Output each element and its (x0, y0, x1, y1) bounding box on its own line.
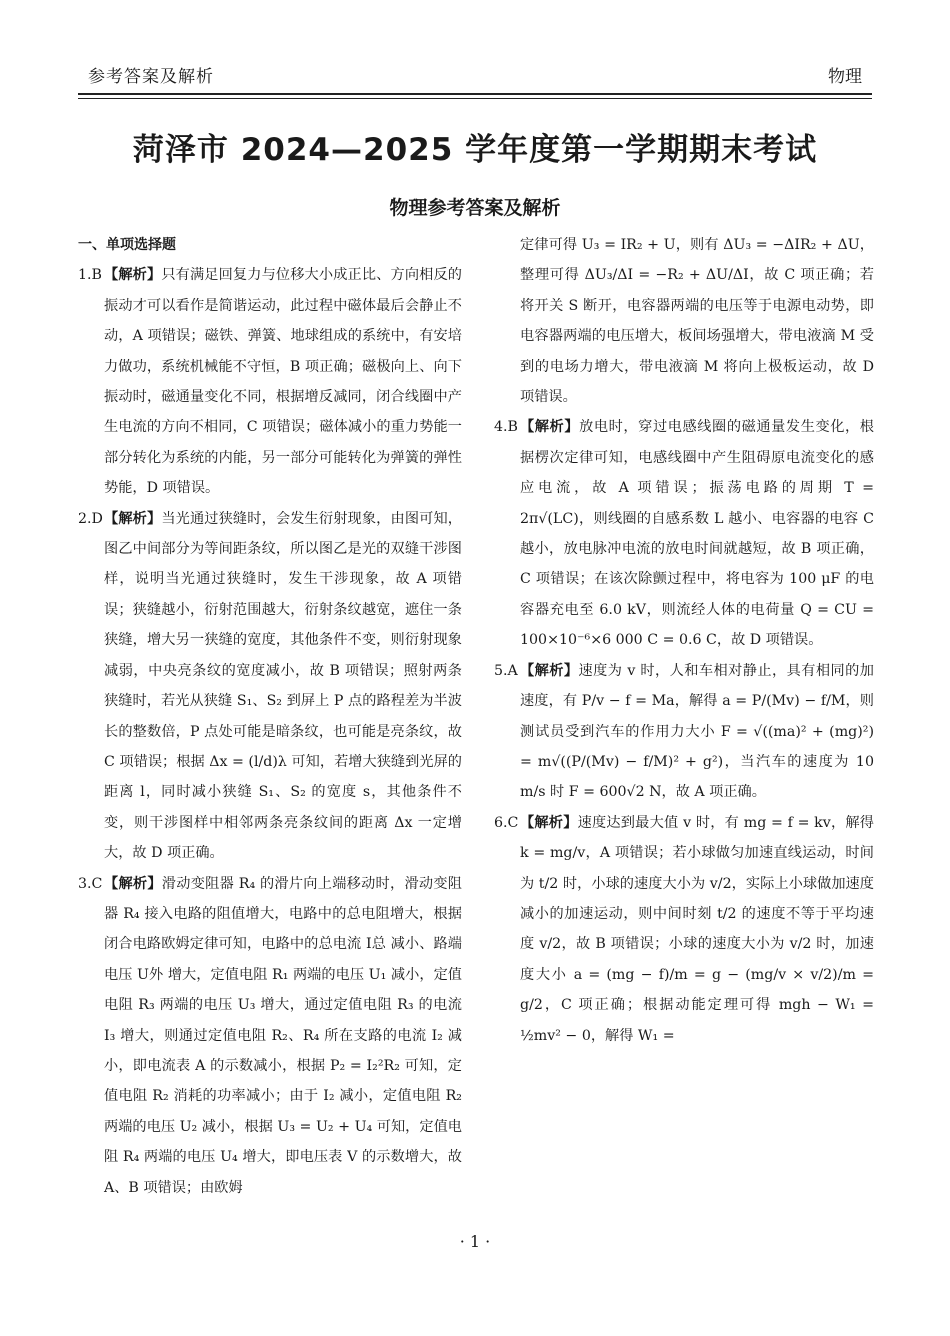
header-rule-thin (78, 98, 872, 99)
question-text: 速度达到最大值 v 时，有 mg = f = kv，解得 k = mg/v，A 项错误；若小球做匀加速直线运动，时间为 t/2 时，小球的速度大小为 v/2，实际上小球做加速度减小的加速运动，则中间时刻 t/2 的速度不等于平均速度 v/2，故 B 项错误；小球的速度大小为 v/2 时，加速度大小 a = (mg − f)/m = g − (mg/v × v/2)/m = g/2，C 项正确；根据动能定理可得 mgh − W₁ = ½mv² − 0，解得 W₁ = (520, 814, 874, 1044)
analysis-tag: 【解析】 (104, 267, 162, 284)
analysis-tag: 【解析】 (520, 419, 580, 436)
question-5 (494, 656, 874, 808)
header-left: 参考答案及解析 (88, 67, 214, 87)
question-number: 2.D (78, 510, 103, 527)
question-text: 滑动变阻器 R₄ 的滑片向上端移动时，滑动变阻器 R₄ 接入电路的阻值增大，电路中的总电阻增大，根据闭合电路欧姆定律可知，电路中的总电流 I总 减小、路端电压 U外 增大，定值电阻 R₁ 两端的电压 U₁ 减小，定值电阻 R₃ 两端的电压 U₃ 增大，通过定值电阻 R₃ 的电流 I₃ 增大，则通过定值电阻 R₂、R₄ 所在支路的电流 I₂ 减小，即电流表 A 的示数减小，根据 P₂ = I₂²R₂ 可知，定值电阻 R₂ 消耗的功率减小；由于 I₂ 减小，定值电阻 R₂ 两端的电压 U₂ 减小，根据 U₃ = U₂ + U₄ 可知，定值电阻 R₄ 两端的电压 U₄ 增大，即电压表 V 的示数增大，故 A、B 项错误；由欧姆 (104, 875, 462, 1196)
analysis-tag: 【解析】 (104, 510, 162, 527)
header-right: 物理 (828, 67, 862, 87)
question-6 (494, 808, 874, 1051)
page-number: · 1 · (459, 1232, 491, 1251)
question-1 (78, 260, 462, 503)
analysis-tag: 【解析】 (520, 814, 578, 831)
page-title: 菏泽市 2024—2025 学年度第一学期期末考试 (132, 132, 818, 168)
question-text: 放电时，穿过电感线圈的磁通量发生变化，根据楞次定律可知，电感线圈中产生阻碍原电流变化的感应电流，故 A 项错误；振荡电路的周期 T = 2π√(LC)，则线圈的自感系数 L 越小、电容器的电容 C 越小，放电脉冲电流的放电时间就越短，故 B 项正确，C 项错误；在该次除颤过程中，将电容为 100 μF 的电容器充电至 6.0 kV，则流经人体的电荷量 Q = CU = 100×10⁻⁶×6 000 C = 0.6 C，故 D 项错误。 (520, 419, 874, 649)
header-rule (78, 93, 872, 95)
question-3-continued (494, 230, 874, 412)
left-column (78, 230, 462, 1203)
analysis-tag: 【解析】 (104, 875, 162, 892)
section-heading: 一、单项选择题 (78, 237, 176, 253)
right-column (494, 230, 874, 1051)
analysis-tag: 【解析】 (520, 662, 579, 679)
question-number: 5.A (494, 662, 518, 679)
question-3 (78, 869, 462, 1203)
question-text: 当光通过狭缝时，会发生衍射现象，由图可知，图乙中间部分为等间距条纹，所以图乙是光的双缝干涉图样，说明当光通过狭缝时，发生干涉现象，故 A 项错误；狭缝越小，衍射范围越大，衍射条纹越宽，遮住一条狭缝，增大另一狭缝的宽度，其他条件不变，则衍射现象减弱，中央亮条纹的宽度减小，故 B 项错误；照射两条狭缝时，若光从狭缝 S₁、S₂ 到屏上 P 点的路程差为半波长的整数倍，P 点处可能是暗条纹，也可能是亮条纹，故 C 项错误；根据 Δx = (l/d)λ 可知，若增大狭缝到光屏的距离 l，同时减小狭缝 S₁、S₂ 的宽度 s，其他条件不变，则干涉图样中相邻两条亮条纹间的距离 Δx 一定增大，故 D 项正确。 (104, 510, 462, 862)
question-4 (494, 412, 874, 655)
page-subtitle: 物理参考答案及解析 (389, 197, 561, 219)
question-number: 3.C (78, 875, 103, 892)
question-number: 6.C (494, 814, 519, 831)
question-number: 4.B (494, 419, 518, 436)
question-text: 只有满足回复力与位移大小成正比、方向相反的振动才可以看作是简谐运动，此过程中磁体最后会静止不动，A 项错误；磁铁、弹簧、地球组成的系统中，有安培力做功，系统机械能不守恒，B 项正确；磁极向上、向下振动时，磁通量变化不同，根据增反减同，闭合线圈中产生电流的方向不相同，C 项错误；磁体减小的重力势能一部分转化为系统的内能，另一部分可能转化为弹簧的弹性势能，D 项错误。 (104, 267, 462, 497)
question-text: 速度为 v 时，人和车相对静止，具有相同的加速度，有 P/v − f = Ma，解得 a = P/(Mv) − f/M，则测试员受到汽车的作用力大小 F = √((ma)² + (mg)²) = m√((P/(Mv) − f/M)² + g²)，当汽车的速度为 10 m/s 时 F = 600√2 N，故 A 项正确。 (520, 662, 874, 801)
question-2 (78, 504, 462, 869)
question-number: 1.B (78, 267, 102, 284)
question-text: 定律可得 U₃ = IR₂ + U，则有 ΔU₃ = −ΔIR₂ + ΔU，整理可得 ΔU₃/ΔI = −R₂ + ΔU/ΔI，故 C 项正确；若将开关 S 断开，电容器两端的电压等于电源电动势，即电容器两端的电压增大，板间场强增大，带电液滴 M 受到的电场力增大，带电液滴 M 将向上极板运动，故 D 项错误。 (520, 237, 874, 406)
